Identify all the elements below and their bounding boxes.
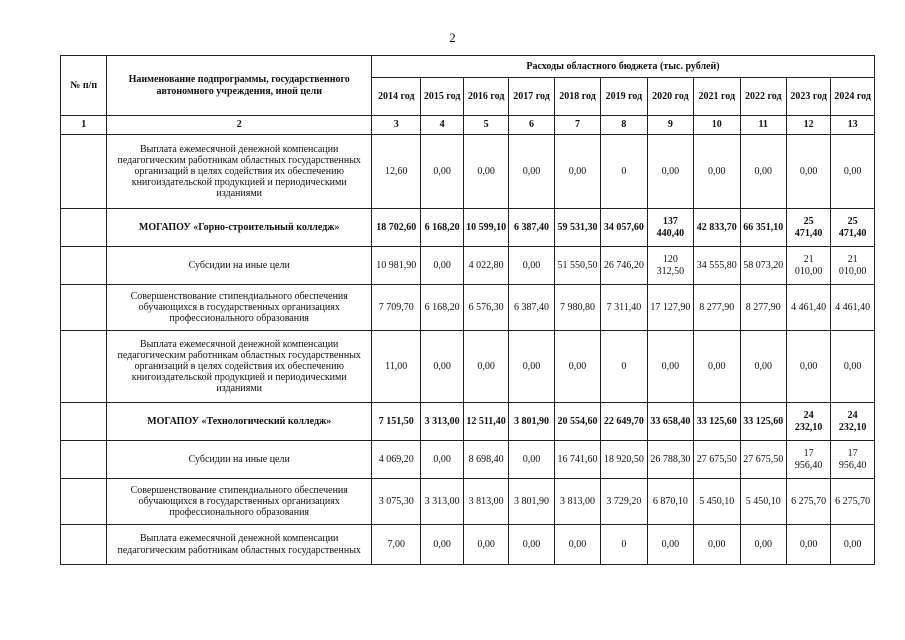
value-cell: 33 125,60 xyxy=(694,403,740,441)
row-number-cell xyxy=(61,135,107,209)
value-cell: 17 127,90 xyxy=(647,285,693,331)
year-header: 2024 год xyxy=(831,78,875,116)
col-name-header: Наименование подпрограммы, государственного автономного учреждения, иной цели xyxy=(107,56,372,116)
table-row xyxy=(61,403,875,441)
value-cell: 0,00 xyxy=(786,331,830,403)
column-index-cell: 9 xyxy=(647,116,693,135)
value-cell: 17 956,40 xyxy=(786,441,830,479)
value-cell: 34 057,60 xyxy=(601,209,647,247)
year-header: 2016 год xyxy=(463,78,508,116)
row-name-cell: Выплата ежемесячной денежной компенсации педагогическим работникам областных государственных xyxy=(107,525,372,565)
year-header: 2019 год xyxy=(601,78,647,116)
row-number-cell xyxy=(61,479,107,525)
value-cell: 33 125,60 xyxy=(740,403,786,441)
row-number-cell xyxy=(61,525,107,565)
value-cell: 59 531,30 xyxy=(554,209,600,247)
value-cell: 3 313,00 xyxy=(421,403,463,441)
value-cell: 6 576,30 xyxy=(463,285,508,331)
value-cell: 3 813,00 xyxy=(463,479,508,525)
column-index-cell: 8 xyxy=(601,116,647,135)
value-cell: 26 788,30 xyxy=(647,441,693,479)
value-cell: 0,00 xyxy=(740,331,786,403)
value-cell: 17 956,40 xyxy=(831,441,875,479)
year-header: 2014 год xyxy=(372,78,421,116)
value-cell: 0,00 xyxy=(786,135,830,209)
row-name-cell: МОГАПОУ «Горно-строительный колледж» xyxy=(107,209,372,247)
value-cell: 7 151,50 xyxy=(372,403,421,441)
value-cell: 6 168,20 xyxy=(421,285,463,331)
value-cell: 21 010,00 xyxy=(786,247,830,285)
table-row xyxy=(61,441,875,479)
value-cell: 4 069,20 xyxy=(372,441,421,479)
value-cell: 51 550,50 xyxy=(554,247,600,285)
row-name-cell: Совершенствование стипендиального обеспечения обучающихся в государственных организациях профессионального образования xyxy=(107,479,372,525)
value-cell: 0,00 xyxy=(509,247,554,285)
column-index-cell: 4 xyxy=(421,116,463,135)
value-cell: 26 746,20 xyxy=(601,247,647,285)
column-index-row xyxy=(61,116,875,135)
row-number-cell xyxy=(61,441,107,479)
value-cell: 6 275,70 xyxy=(786,479,830,525)
value-cell: 6 387,40 xyxy=(509,285,554,331)
value-cell: 0 xyxy=(601,331,647,403)
value-cell: 0,00 xyxy=(694,135,740,209)
row-number-cell xyxy=(61,247,107,285)
value-cell: 10 981,90 xyxy=(372,247,421,285)
col-expenses-header: Расходы областного бюджета (тыс. рублей) xyxy=(372,56,875,78)
value-cell: 6 275,70 xyxy=(831,479,875,525)
table-row xyxy=(61,135,875,209)
value-cell: 0,00 xyxy=(740,525,786,565)
value-cell: 0,00 xyxy=(463,331,508,403)
value-cell: 12,60 xyxy=(372,135,421,209)
value-cell: 0 xyxy=(601,135,647,209)
value-cell: 16 741,60 xyxy=(554,441,600,479)
value-cell: 0 xyxy=(601,525,647,565)
year-header: 2022 год xyxy=(740,78,786,116)
value-cell: 18 702,60 xyxy=(372,209,421,247)
table-row xyxy=(61,247,875,285)
value-cell: 0,00 xyxy=(509,135,554,209)
column-index-cell: 7 xyxy=(554,116,600,135)
value-cell: 0,00 xyxy=(421,331,463,403)
column-index-cell: 10 xyxy=(694,116,740,135)
value-cell: 58 073,20 xyxy=(740,247,786,285)
value-cell: 34 555,80 xyxy=(694,247,740,285)
column-index-cell: 6 xyxy=(509,116,554,135)
value-cell: 137 440,40 xyxy=(647,209,693,247)
row-number-cell xyxy=(61,209,107,247)
value-cell: 0,00 xyxy=(694,525,740,565)
value-cell: 7 709,70 xyxy=(372,285,421,331)
value-cell: 0,00 xyxy=(831,331,875,403)
value-cell: 3 801,90 xyxy=(509,403,554,441)
value-cell: 0,00 xyxy=(554,135,600,209)
value-cell: 11,00 xyxy=(372,331,421,403)
column-index-cell: 13 xyxy=(831,116,875,135)
header-row-top xyxy=(61,56,875,78)
value-cell: 24 232,10 xyxy=(831,403,875,441)
value-cell: 5 450,10 xyxy=(740,479,786,525)
row-name-cell: МОГАПОУ «Технологический колледж» xyxy=(107,403,372,441)
row-name-cell: Выплата ежемесячной денежной компенсации педагогическим работникам областных государственных организаций в целях содействия их обеспечению книгоиздательской продукцией и периодическими изданиями xyxy=(107,135,372,209)
value-cell: 3 801,90 xyxy=(509,479,554,525)
value-cell: 0,00 xyxy=(463,525,508,565)
column-index-cell: 1 xyxy=(61,116,107,135)
row-number-cell xyxy=(61,331,107,403)
value-cell: 0,00 xyxy=(831,135,875,209)
value-cell: 33 658,40 xyxy=(647,403,693,441)
value-cell: 8 277,90 xyxy=(694,285,740,331)
value-cell: 18 920,50 xyxy=(601,441,647,479)
value-cell: 3 813,00 xyxy=(554,479,600,525)
value-cell: 0,00 xyxy=(740,135,786,209)
value-cell: 20 554,60 xyxy=(554,403,600,441)
column-index-cell: 2 xyxy=(107,116,372,135)
value-cell: 21 010,00 xyxy=(831,247,875,285)
column-index-cell: 3 xyxy=(372,116,421,135)
budget-table xyxy=(60,55,875,565)
value-cell: 0,00 xyxy=(554,525,600,565)
year-header: 2023 год xyxy=(786,78,830,116)
value-cell: 0,00 xyxy=(509,525,554,565)
value-cell: 10 599,10 xyxy=(463,209,508,247)
value-cell: 0,00 xyxy=(509,331,554,403)
row-name-cell: Выплата ежемесячной денежной компенсации педагогическим работникам областных государственных организаций в целях содействия их обеспечению книгоиздательской продукцией и периодическими изданиями xyxy=(107,331,372,403)
column-index-cell: 11 xyxy=(740,116,786,135)
value-cell: 22 649,70 xyxy=(601,403,647,441)
value-cell: 3 313,00 xyxy=(421,479,463,525)
value-cell: 120 312,50 xyxy=(647,247,693,285)
row-name-cell: Субсидии на иные цели xyxy=(107,247,372,285)
value-cell: 6 870,10 xyxy=(647,479,693,525)
value-cell: 25 471,40 xyxy=(831,209,875,247)
year-header: 2020 год xyxy=(647,78,693,116)
value-cell: 0,00 xyxy=(647,525,693,565)
column-index-cell: 12 xyxy=(786,116,830,135)
page-number: 2 xyxy=(449,30,456,45)
col-num-header: № п/п xyxy=(61,56,107,116)
row-name-cell: Субсидии на иные цели xyxy=(107,441,372,479)
value-cell: 27 675,50 xyxy=(740,441,786,479)
value-cell: 66 351,10 xyxy=(740,209,786,247)
value-cell: 5 450,10 xyxy=(694,479,740,525)
value-cell: 0,00 xyxy=(509,441,554,479)
value-cell: 6 168,20 xyxy=(421,209,463,247)
table-row xyxy=(61,331,875,403)
column-index-cell: 5 xyxy=(463,116,508,135)
year-header: 2017 год xyxy=(509,78,554,116)
year-header: 2015 год xyxy=(421,78,463,116)
value-cell: 42 833,70 xyxy=(694,209,740,247)
value-cell: 7,00 xyxy=(372,525,421,565)
year-header: 2018 год xyxy=(554,78,600,116)
value-cell: 6 387,40 xyxy=(509,209,554,247)
value-cell: 25 471,40 xyxy=(786,209,830,247)
table-row xyxy=(61,285,875,331)
table-row xyxy=(61,209,875,247)
row-number-cell xyxy=(61,403,107,441)
value-cell: 12 511,40 xyxy=(463,403,508,441)
value-cell: 0,00 xyxy=(647,135,693,209)
value-cell: 3 729,20 xyxy=(601,479,647,525)
table-row xyxy=(61,525,875,565)
value-cell: 4 461,40 xyxy=(786,285,830,331)
value-cell: 7 980,80 xyxy=(554,285,600,331)
value-cell: 4 461,40 xyxy=(831,285,875,331)
value-cell: 0,00 xyxy=(786,525,830,565)
value-cell: 8 698,40 xyxy=(463,441,508,479)
table-row xyxy=(61,479,875,525)
value-cell: 4 022,80 xyxy=(463,247,508,285)
value-cell: 0,00 xyxy=(421,441,463,479)
value-cell: 8 277,90 xyxy=(740,285,786,331)
value-cell: 0,00 xyxy=(463,135,508,209)
value-cell: 7 311,40 xyxy=(601,285,647,331)
value-cell: 0,00 xyxy=(421,135,463,209)
value-cell: 0,00 xyxy=(554,331,600,403)
year-header: 2021 год xyxy=(694,78,740,116)
value-cell: 0,00 xyxy=(831,525,875,565)
value-cell: 0,00 xyxy=(647,331,693,403)
row-number-cell xyxy=(61,285,107,331)
value-cell: 0,00 xyxy=(694,331,740,403)
value-cell: 27 675,50 xyxy=(694,441,740,479)
row-name-cell: Совершенствование стипендиального обеспечения обучающихся в государственных организациях профессионального образования xyxy=(107,285,372,331)
value-cell: 0,00 xyxy=(421,247,463,285)
value-cell: 0,00 xyxy=(421,525,463,565)
value-cell: 24 232,10 xyxy=(786,403,830,441)
value-cell: 3 075,30 xyxy=(372,479,421,525)
